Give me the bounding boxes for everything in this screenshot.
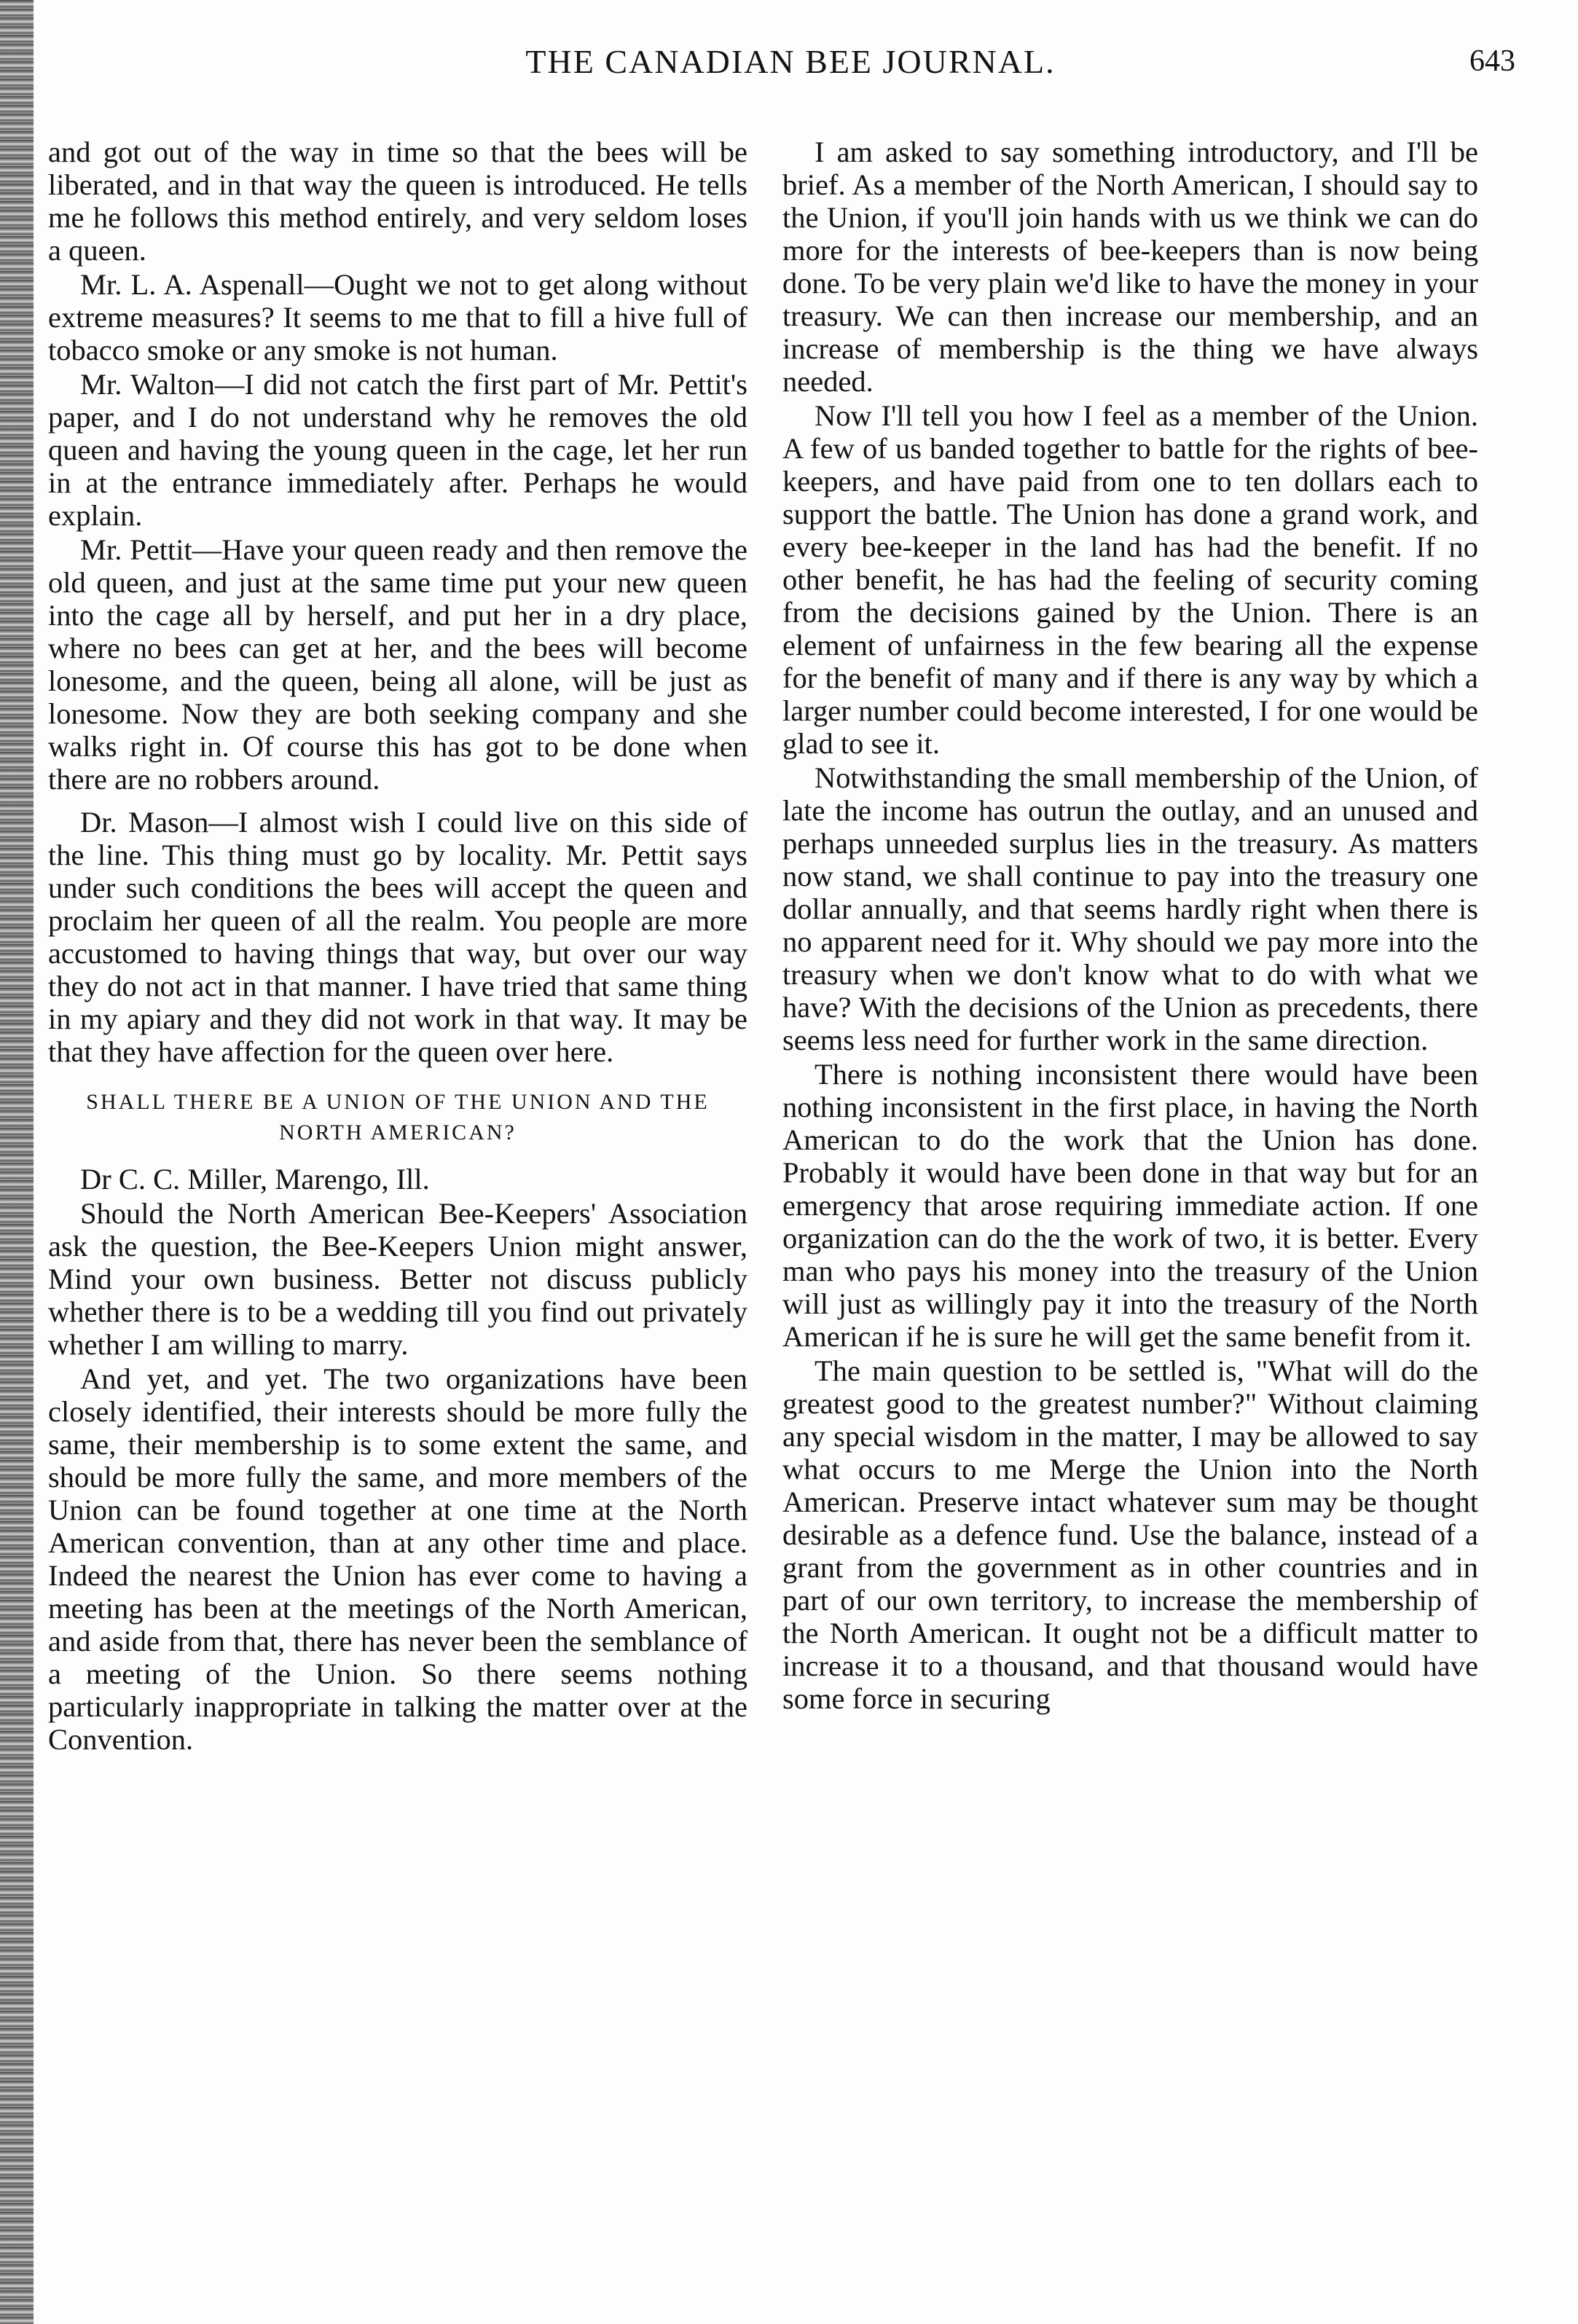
paragraph: Notwithstanding the small membership of the Union, of late the income has outrun the outlay, and an unused and perhaps unneeded surplus lies in the treasury. As matters now stand, we shall continue to pay into the treasury one dollar annually, and that seems hardly right when there is no apparent need for it. Why should we pay more into the treasury when we don't know what to do with what we have? With the decisions of the Union as precedents, there seems less need for further work in the same direction. <box>782 761 1478 1056</box>
right-column <box>782 136 1478 1716</box>
paragraph: Mr. L. A. Aspenall—Ought we not to get along without extreme measures? It seems to me that to fill a hive full of tobacco smoke or any smoke is not human. <box>48 268 747 366</box>
paragraph: and got out of the way in time so that the bees will be liberated, and in that way the queen is introduced. He tells me he follows this method entirely, and very seldom loses a queen. <box>48 136 747 267</box>
running-head <box>66 42 1515 93</box>
author-byline: Dr C. C. Miller, Marengo, Ill. <box>80 1163 430 1196</box>
paragraph: Mr. Walton—I did not catch the first part of Mr. Pettit's paper, and I do not understand why he removes the old queen and having the young queen in the cage, let her run in at the entrance immediately after. Perhaps he would explain. <box>48 368 747 532</box>
paragraph: I am asked to say something introductory, and I'll be brief. As a member of the North American, I should say to the Union, if you'll join hands with us we think we can do more for the interests of bee-keepers than is now being done. To be very plain we'd like to have the money in your treasury. We can then increase our membership, and an increase of membership is the thing we have always needed. <box>782 136 1478 398</box>
page-number: 643 <box>1469 44 1515 78</box>
journal-title: THE CANADIAN BEE JOURNAL. <box>525 43 1056 80</box>
paragraph: Now I'll tell you how I feel as a member of the Union. A few of us banded together to battle for the rights of bee-keepers, and have paid from one to ten dollars each to support the battle. The Union has done a grand work, and every bee-keeper in the land has had the benefit. If no other benefit, he has had the feeling of security coming from the decisions gained by the Union. There is an element of unfairness in the few bearing all the expense for the benefit of many and if there is any way by which a larger number could become interested, I for one would be glad to see it. <box>782 399 1478 760</box>
paragraph: The main question to be settled is, "What will do the greatest good to the greatest number?" Without claiming any special wisdom in the matter, I may be allowed to say what occurs to me Merge the Union into the North American. Preserve intact whatever sum may be thought desirable as a defence fund. Use the balance, instead of a grant from the government as in other countries and in part of our own territory, to increase the membership of the North American. It ought not be a difficult matter to increase it to a thousand, and that thousand would have some force in securing <box>782 1354 1478 1715</box>
paragraph: Should the North American Bee-Keepers' Association ask the question, the Bee-Keepers Union might answer, Mind your own business. Better not discuss publicly whether there is to be a wedding till you find out privately whether I am willing to marry. <box>48 1197 747 1361</box>
paragraph: Mr. Pettit—Have your queen ready and then remove the old queen, and just at the same time put your new queen into the cage all by herself, and put her in a dry place, where no bees can get at her, and the bees will become lonesome, and the queen, being all alone, will be just as lonesome. Now they are both seeking company and she walks right in. Of course this has got to be done when there are no robbers around. <box>48 533 747 796</box>
paragraph: There is nothing inconsistent there would have been nothing inconsistent in the first place, in having the North American to do the work that the Union has done. Probably it would have been done in that way but for an emergency that arose requiring immediate action. If one organization can do the the work of two, it is better. Every man who pays his money into the treasury of the Union will just as willingly pay it into the treasury of the North American if he is sure he will get the same benefit from it. <box>782 1058 1478 1353</box>
paragraph: Dr. Mason—I almost wish I could live on this side of the line. This thing must go by locality. Mr. Pettit says under such conditions the bees will accept the queen and proclaim her queen of all the realm. You people are more accustomed to having things that way, but over our way they do not act in that manner. I have tried that same thing in my apiary and they did not work in that way. It may be that they have affection for the queen over here. <box>48 806 747 1068</box>
left-column <box>48 136 747 1757</box>
section-heading: SHALL THERE BE A UNION OF THE UNION AND THE NORTH AMERICAN? <box>86 1090 710 1145</box>
binding-edge <box>0 0 34 2324</box>
paragraph: And yet, and yet. The two organizations have been closely identified, their interests should be more fully the same, their membership is to some extent the same, and should be more fully the same, and more members of the Union can be found together at one time at the North American convention, than at any other time and place. Indeed the nearest the Union has ever come to having a meeting has been at the meetings of the North American, and aside from that, there has never been the semblance of a meeting of the Union. So there seems nothing particularly inappropriate in talking the matter over at the Convention. <box>48 1362 747 1756</box>
